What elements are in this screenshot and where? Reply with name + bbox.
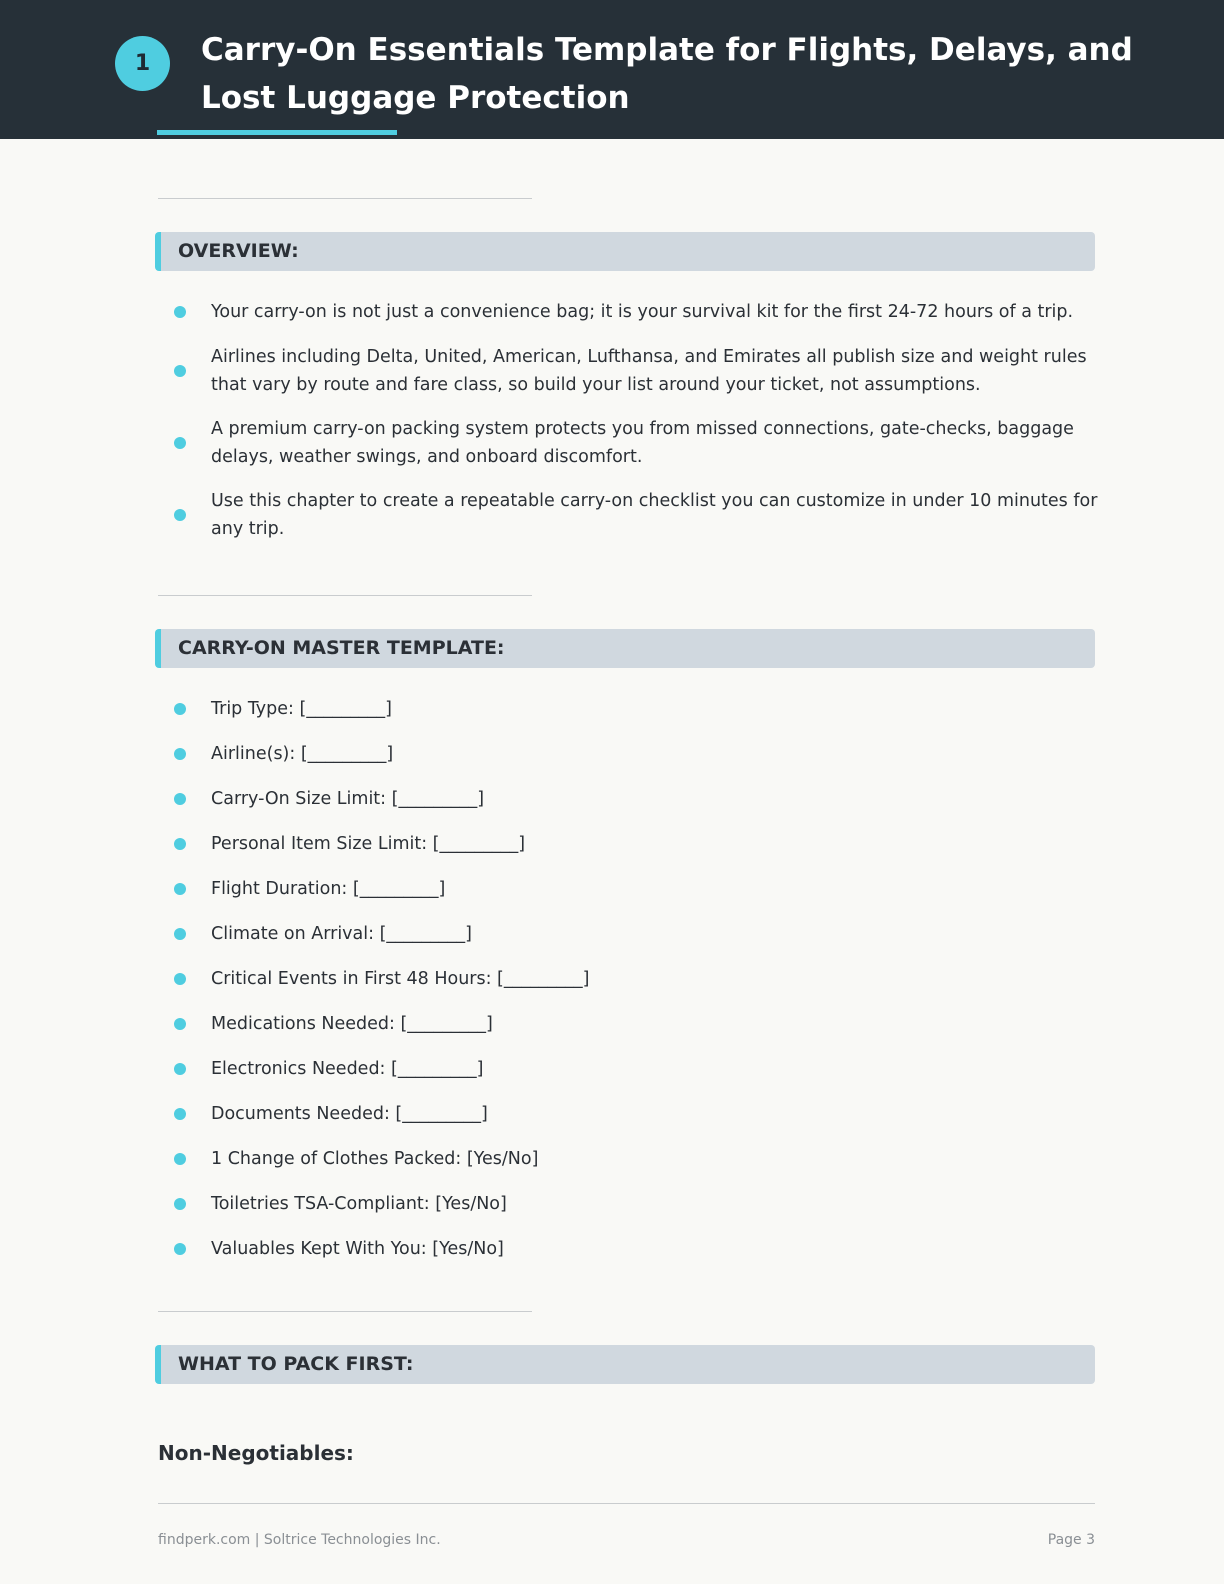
page-number: Page 3 (1047, 1532, 1095, 1548)
bullet-dot-icon (174, 1198, 186, 1210)
list-item-text: Carry-On Size Limit: [_________] (211, 789, 485, 809)
list-item (158, 875, 1098, 903)
bullet-dot-icon (174, 1108, 186, 1120)
list-item (158, 415, 1098, 471)
footer-divider (158, 1503, 1095, 1504)
bullet-dot-icon (174, 509, 186, 521)
list-item-text: Airline(s): [_________] (211, 744, 394, 764)
list-item (158, 920, 1098, 948)
bullet-dot-icon (174, 973, 186, 985)
list-item-text: Your carry-on is not just a convenience bag; it is your survival kit for the first 24-72 hours of a trip. (211, 302, 1074, 322)
list-item (158, 1190, 1098, 1218)
list-item-text: Flight Duration: [_________] (211, 879, 446, 899)
list-item-text: Medications Needed: [_________] (211, 1014, 493, 1034)
bullet-dot-icon (174, 437, 186, 449)
list-item-text: Critical Events in First 48 Hours: [_________] (211, 969, 590, 989)
bullet-dot-icon (174, 1243, 186, 1255)
template-list (158, 695, 1098, 1280)
bullet-dot-icon (174, 793, 186, 805)
list-item-text: Documents Needed: [_________] (211, 1104, 488, 1124)
list-item (158, 1055, 1098, 1083)
overview-heading: OVERVIEW: (155, 232, 1095, 271)
list-item-text: A premium carry-on packing system protects you from missed connections, gate-checks, baggage delays, weather swings, and onboard discomfort. (211, 419, 1074, 467)
footer-publisher: findperk.com | Soltrice Technologies Inc. (158, 1532, 441, 1548)
list-item-text: Trip Type: [_________] (211, 699, 392, 719)
list-item (158, 298, 1098, 326)
title-underline-accent (157, 130, 397, 135)
overview-list (158, 298, 1098, 559)
list-item (158, 1010, 1098, 1038)
list-item (158, 695, 1098, 723)
template-heading: CARRY-ON MASTER TEMPLATE: (155, 629, 1095, 668)
list-item-text: Airlines including Delta, United, American, Lufthansa, and Emirates all publish size and weight rules that vary by route and fare class, so build your list around your ticket, not assumptions. (211, 347, 1087, 395)
bullet-dot-icon (174, 1018, 186, 1030)
non-negotiables-subheading: Non-Negotiables: (158, 1441, 354, 1465)
bullet-dot-icon (174, 1153, 186, 1165)
chapter-header (0, 0, 1224, 139)
list-item-text: Valuables Kept With You: [Yes/No] (211, 1239, 504, 1259)
list-item-text: Climate on Arrival: [_________] (211, 924, 472, 944)
list-item-text: Electronics Needed: [_________] (211, 1059, 484, 1079)
bullet-dot-icon (174, 928, 186, 940)
list-item (158, 965, 1098, 993)
list-item (158, 1145, 1098, 1173)
pack-first-heading: WHAT TO PACK FIRST: (155, 1345, 1095, 1384)
bullet-dot-icon (174, 838, 186, 850)
list-item (158, 343, 1098, 399)
section-divider (158, 1311, 532, 1312)
list-item-text: Personal Item Size Limit: [_________] (211, 834, 526, 854)
list-item (158, 740, 1098, 768)
list-item (158, 785, 1098, 813)
chapter-number-badge: 1 (115, 36, 170, 91)
bullet-dot-icon (174, 883, 186, 895)
list-item-text: 1 Change of Clothes Packed: [Yes/No] (211, 1149, 539, 1169)
bullet-dot-icon (174, 365, 186, 377)
section-divider (158, 198, 532, 199)
bullet-dot-icon (174, 748, 186, 760)
bullet-dot-icon (174, 1063, 186, 1075)
list-item-text: Use this chapter to create a repeatable carry-on checklist you can customize in under 10 minutes for any trip. (211, 491, 1098, 539)
list-item (158, 487, 1098, 543)
list-item (158, 1235, 1098, 1263)
list-item-text: Toiletries TSA-Compliant: [Yes/No] (211, 1194, 507, 1214)
bullet-dot-icon (174, 306, 186, 318)
list-item (158, 1100, 1098, 1128)
list-item (158, 830, 1098, 858)
chapter-title: Carry-On Essentials Template for Flights, Delays, and Lost Luggage Protection (201, 32, 1133, 116)
bullet-dot-icon (174, 703, 186, 715)
section-divider (158, 595, 532, 596)
